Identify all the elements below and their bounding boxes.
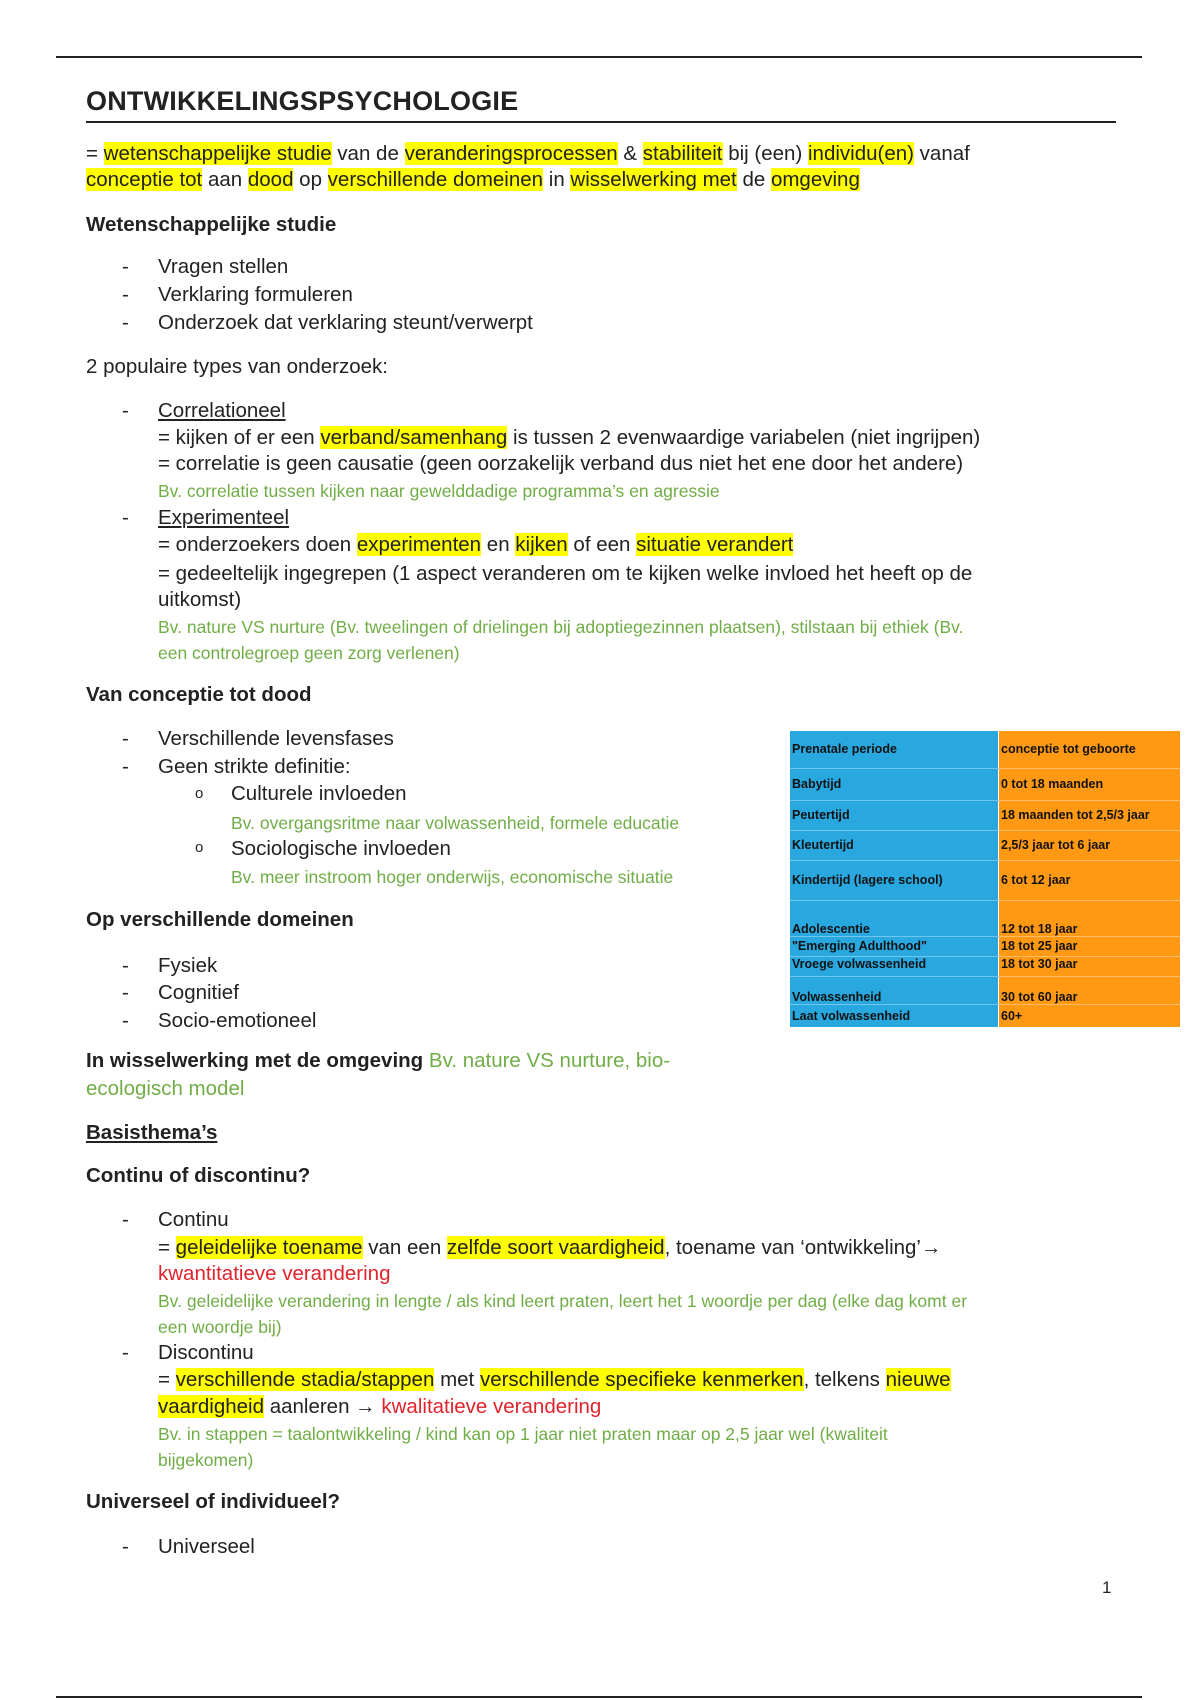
life-stages-table xyxy=(790,731,1180,1028)
stage-phase: Volwassenheid xyxy=(790,976,999,1004)
table-row xyxy=(790,1004,1180,1027)
stage-age: 12 tot 18 jaar xyxy=(999,900,1181,936)
sub-item-example: Bv. overgangsritme naar volwassenheid, formele educatie xyxy=(231,813,680,833)
stage-phase: Vroege volwassenheid xyxy=(790,956,999,976)
stage-phase: Kleutertijd xyxy=(790,830,999,860)
experimental-example-2: een controlegroep geen zorg verlenen) xyxy=(158,643,460,663)
stage-age: 18 maanden tot 2,5/3 jaar xyxy=(999,800,1181,830)
wisselwerking-example: ecologisch model xyxy=(86,1077,245,1100)
correlational-label: Correlationeel xyxy=(158,399,286,422)
page-number: 1 xyxy=(1102,1578,1112,1597)
stage-age: 6 tot 12 jaar xyxy=(999,860,1181,900)
definition-line-1: = wetenschappelijke studie van de veranderingsprocessen & stabiliteit bij (een) individu(en) vanaf xyxy=(86,142,970,165)
table-row xyxy=(790,900,1180,936)
continu-line-1: = geleidelijke toename van een zelfde soort vaardigheid, toename van ‘ontwikkeling’→ xyxy=(158,1236,942,1259)
stage-age: 2,5/3 jaar tot 6 jaar xyxy=(999,830,1181,860)
sub-item: Sociologische invloeden xyxy=(231,837,451,860)
stage-phase: "Emerging Adulthood" xyxy=(790,936,999,956)
section-heading-domeinen: Op verschillende domeinen xyxy=(86,908,354,931)
discontinu-label: Discontinu xyxy=(158,1341,254,1364)
stage-age: 0 tot 18 maanden xyxy=(999,768,1181,800)
bullet-dash: - xyxy=(122,755,129,778)
continu-conclusion: kwantitatieve verandering xyxy=(158,1262,391,1285)
stage-phase: Laat volwassenheid xyxy=(790,1004,999,1027)
stage-age: 60+ xyxy=(999,1004,1181,1027)
circle-bullet: o xyxy=(195,785,204,802)
stage-phase: Adolescentie xyxy=(790,900,999,936)
experimental-example-1: Bv. nature VS nurture (Bv. tweelingen of drielingen bij adoptiegezinnen plaatsen), stilstaan bij ethiek (Bv. xyxy=(158,617,964,637)
section-heading-basisthemas: Basisthema’s xyxy=(86,1121,218,1144)
list-item: Vragen stellen xyxy=(158,255,289,278)
discontinu-example-1: Bv. in stappen = taalontwikkeling / kind kan op 1 jaar niet praten maar op 2,5 jaar wel (kwaliteit xyxy=(158,1424,888,1444)
experimental-line-2: = gedeeltelijk ingegrepen (1 aspect veranderen om te kijken welke invloed het heeft op de xyxy=(158,562,973,585)
list-item: Geen strikte definitie: xyxy=(158,755,351,778)
bullet-dash: - xyxy=(122,981,129,1004)
sub-item-example: Bv. meer instroom hoger onderwijs, economische situatie xyxy=(231,867,674,887)
table-row xyxy=(790,936,1180,956)
bullet-dash: - xyxy=(122,255,129,278)
correlational-example: Bv. correlatie tussen kijken naar gewelddadige programma’s en agressie xyxy=(158,481,720,501)
stage-phase: Peutertijd xyxy=(790,800,999,830)
table-row xyxy=(790,731,1180,768)
continu-label: Continu xyxy=(158,1208,229,1231)
bullet-dash: - xyxy=(122,727,129,750)
top-rule xyxy=(56,56,1142,58)
table-row xyxy=(790,768,1180,800)
list-item: Universeel xyxy=(158,1535,255,1558)
table-row xyxy=(790,830,1180,860)
bullet-dash: - xyxy=(122,1208,129,1231)
table-row xyxy=(790,800,1180,830)
types-intro: 2 populaire types van onderzoek: xyxy=(86,355,389,378)
discontinu-line-1: = verschillende stadia/stappen met verschillende specifieke kenmerken, telkens nieuwe xyxy=(158,1368,951,1391)
wisselwerking-line-1: In wisselwerking met de omgeving Bv. nature VS nurture, bio- xyxy=(86,1049,671,1072)
list-item: Verklaring formuleren xyxy=(158,283,353,306)
correlational-line-1: = kijken of er een verband/samenhang is tussen 2 evenwaardige variabelen (niet ingrijpen) xyxy=(158,426,981,449)
list-item: Fysiek xyxy=(158,954,218,977)
section-heading-conceptie: Van conceptie tot dood xyxy=(86,683,312,706)
stage-age: conceptie tot geboorte xyxy=(999,731,1181,768)
continu-example-1: Bv. geleidelijke verandering in lengte / als kind leert praten, leert het 1 woordje per dag (elke dag komt er xyxy=(158,1291,968,1311)
sub-item: Culturele invloeden xyxy=(231,782,407,805)
stage-phase: Prenatale periode xyxy=(790,731,999,768)
stage-age: 18 tot 25 jaar xyxy=(999,936,1181,956)
bullet-dash: - xyxy=(122,399,129,422)
experimental-line-1: = onderzoekers doen experimenten en kijken of een situatie verandert xyxy=(158,533,794,556)
list-item: Verschillende levensfases xyxy=(158,727,394,750)
subheading-universal: Universeel of individueel? xyxy=(86,1490,341,1513)
discontinu-example-2: bijgekomen) xyxy=(158,1450,254,1470)
table-row xyxy=(790,956,1180,976)
bullet-dash: - xyxy=(122,283,129,306)
definition-line-2: conceptie tot aan dood op verschillende domeinen in wisselwerking met de omgeving xyxy=(86,168,860,191)
list-item: Onderzoek dat verklaring steunt/verwerpt xyxy=(158,311,533,334)
bottom-rule xyxy=(56,1696,1142,1698)
experimental-line-3: uitkomst) xyxy=(158,588,242,611)
document-title: ONTWIKKELINGSPSYCHOLOGIE xyxy=(86,86,519,116)
section-heading-wisselwerking: In wisselwerking met de omgeving xyxy=(86,1049,424,1072)
list-item: Socio-emotioneel xyxy=(158,1009,317,1032)
stage-age: 18 tot 30 jaar xyxy=(999,956,1181,976)
bullet-dash: - xyxy=(122,1535,129,1558)
table-row xyxy=(790,860,1180,900)
bullet-dash: - xyxy=(122,311,129,334)
section-heading-wetenschappelijk: Wetenschappelijke studie xyxy=(86,213,337,236)
list-item: Cognitief xyxy=(158,981,239,1004)
bullet-dash: - xyxy=(122,1009,129,1032)
title-underline xyxy=(86,121,1116,123)
bullet-dash: - xyxy=(122,506,129,529)
subheading-continuity: Continu of discontinu? xyxy=(86,1164,311,1187)
experimental-label: Experimenteel xyxy=(158,506,290,529)
continu-example-2: een woordje bij) xyxy=(158,1317,282,1337)
table-row xyxy=(790,976,1180,1004)
discontinu-line-2: vaardigheid aanleren → kwalitatieve verandering xyxy=(158,1395,602,1418)
stage-phase: Babytijd xyxy=(790,768,999,800)
stage-age: 30 tot 60 jaar xyxy=(999,976,1181,1004)
stage-phase: Kindertijd (lagere school) xyxy=(790,860,999,900)
bullet-dash: - xyxy=(122,954,129,977)
correlational-line-2: = correlatie is geen causatie (geen oorzakelijk verband dus niet het ene door het andere) xyxy=(158,452,964,475)
circle-bullet: o xyxy=(195,839,204,856)
bullet-dash: - xyxy=(122,1341,129,1364)
